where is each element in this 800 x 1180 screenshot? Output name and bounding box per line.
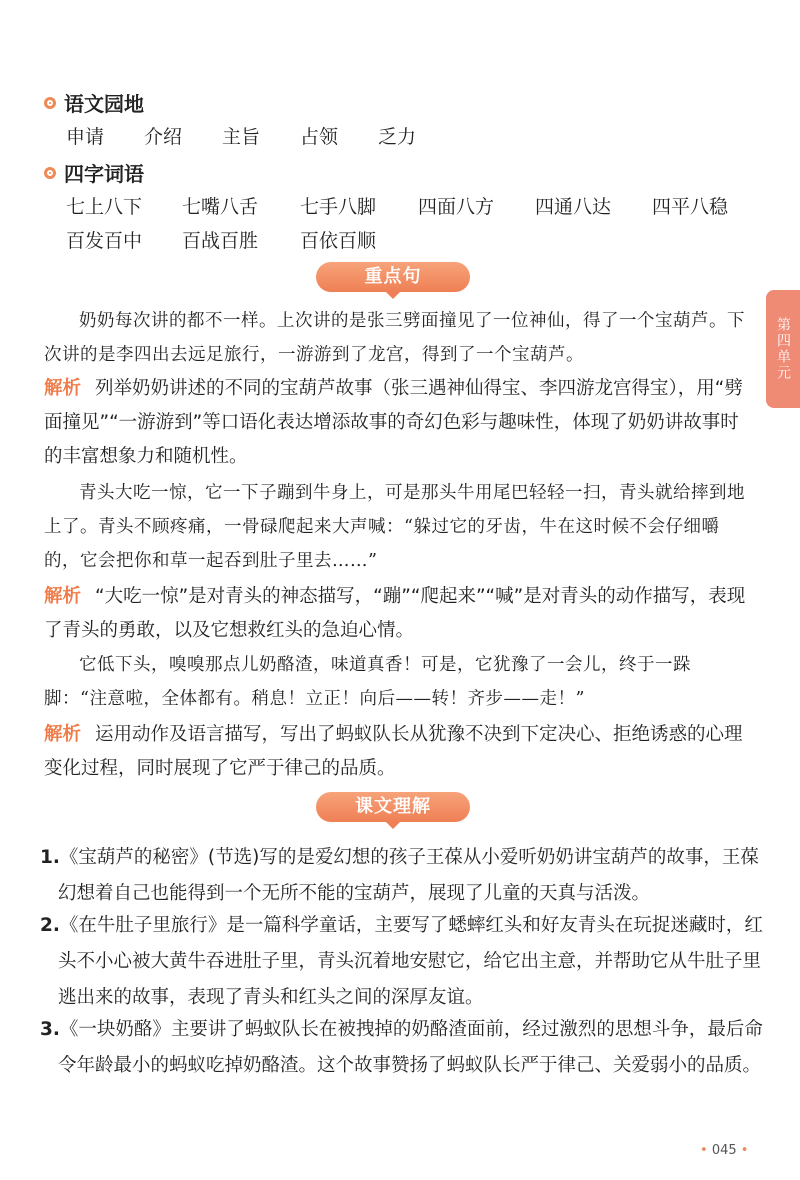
idiom: 百依百顺 [300, 230, 377, 252]
analysis-label: 解析 [44, 378, 82, 399]
dot-icon: • [700, 1143, 708, 1158]
section-heading-yuwen-yuandi [44, 88, 144, 117]
circle-bullet-icon [44, 167, 56, 179]
idiom: 四面八方 [418, 196, 495, 218]
analysis-label: 解析 [44, 586, 82, 607]
unit-side-tab: 第四单元 [766, 290, 800, 408]
analysis-text: “大吃一惊”是对青头的神态描写，“蹦”“爬起来”“喊”是对青头的动作描写，表现了青头的勇敢，以及它想救红头的急迫心情。 [44, 586, 746, 641]
circle-bullet-icon [44, 97, 56, 109]
item-text: 《宝葫芦的秘密》(节选)写的是爱幻想的孩子王葆从小爱听奶奶讲宝葫芦的故事，王葆幻想着自己也能得到一个无所不能的宝葫芦，展现了儿童的天真与活泼。 [58, 847, 759, 904]
analysis-text: 列举奶奶讲述的不同的宝葫芦故事（张三遇神仙得宝、李四游龙宫得宝），用“劈面撞见”“一游游到”等口语化表达增添故事的奇幻色彩与趣味性，体现了奶奶讲故事时的丰富想象力和随机性。 [44, 378, 743, 467]
analysis-block [44, 718, 752, 786]
page-number [700, 1143, 748, 1158]
item-text: 《一块奶酪》主要讲了蚂蚁队长在被拽掉的奶酪渣面前，经过激烈的思想斗争，最后命令年龄最小的蚂蚁吃掉奶酪渣。这个故事赞扬了蚂蚁队长严于律己、关爱弱小的品质。 [58, 1019, 763, 1076]
analysis-block [44, 372, 752, 474]
section-title: 四字词语 [64, 162, 144, 186]
page-number-value: 045 [711, 1143, 737, 1158]
analysis-block [44, 580, 752, 648]
comprehension-heading: 课文理解 [316, 792, 470, 822]
list-item [40, 1012, 772, 1084]
dot-icon: • [740, 1143, 749, 1158]
list-item [40, 908, 772, 1016]
list-item [40, 840, 772, 912]
item-text: 《在牛肚子里旅行》是一篇科学童话，主要写了蟋蟀红头和好友青头在玩捉迷藏时，红头不小心被大黄牛吞进肚子里，青头沉着地安慰它，给它出主意，并帮助它从牛肚子里逃出来的故事，表现了青头和红头之间的深厚友谊。 [58, 915, 763, 1008]
item-number: 2. [40, 915, 60, 936]
key-sentence-quote: 它低下头，嗅嗅那点儿奶酪渣，味道真香！可是，它犹豫了一会儿，终于一跺脚：“注意啦，全体都有。稍息！立正！向后——转！齐步——走！” [44, 655, 691, 709]
key-sentence-quote: 奶奶每次讲的都不一样。上次讲的是张三劈面撞见了一位神仙，得了一个宝葫芦。下次讲的是李四出去远足旅行，一游游到了龙宫，得到了一个宝葫芦。 [44, 311, 745, 365]
idiom: 四平八稳 [652, 196, 729, 218]
word: 乏力 [378, 126, 417, 148]
idiom: 七嘴八舌 [182, 196, 259, 218]
section-title: 语文园地 [64, 92, 144, 116]
key-sentence-quote: 青头大吃一惊，它一下子蹦到牛身上，可是那头牛用尾巴轻轻一扫，青头就给摔到地上了。青头不顾疼痛，一骨碌爬起来大声喊：“躲过它的牙齿，牛在这时候不会仔细嚼的，它会把你和草一起吞到肚子里去……” [44, 483, 745, 571]
analysis-label: 解析 [44, 724, 82, 745]
idiom: 七手八脚 [300, 196, 377, 218]
word: 申请 [66, 126, 105, 148]
idiom: 百发百中 [66, 230, 143, 252]
idiom: 四通八达 [535, 196, 612, 218]
key-sentences-heading: 重点句 [316, 262, 470, 292]
item-number: 3. [40, 1019, 60, 1040]
word: 占领 [300, 126, 339, 148]
analysis-text: 运用动作及语言描写，写出了蚂蚁队长从犹豫不决到下定决心、拒绝诱惑的心理变化过程，同时展现了它严于律己的品质。 [44, 724, 743, 779]
word: 介绍 [144, 126, 183, 148]
word: 主旨 [222, 126, 261, 148]
idiom: 七上八下 [66, 196, 143, 218]
item-number: 1. [40, 847, 60, 868]
section-heading-four-char-words [44, 158, 144, 187]
idiom: 百战百胜 [182, 230, 259, 252]
